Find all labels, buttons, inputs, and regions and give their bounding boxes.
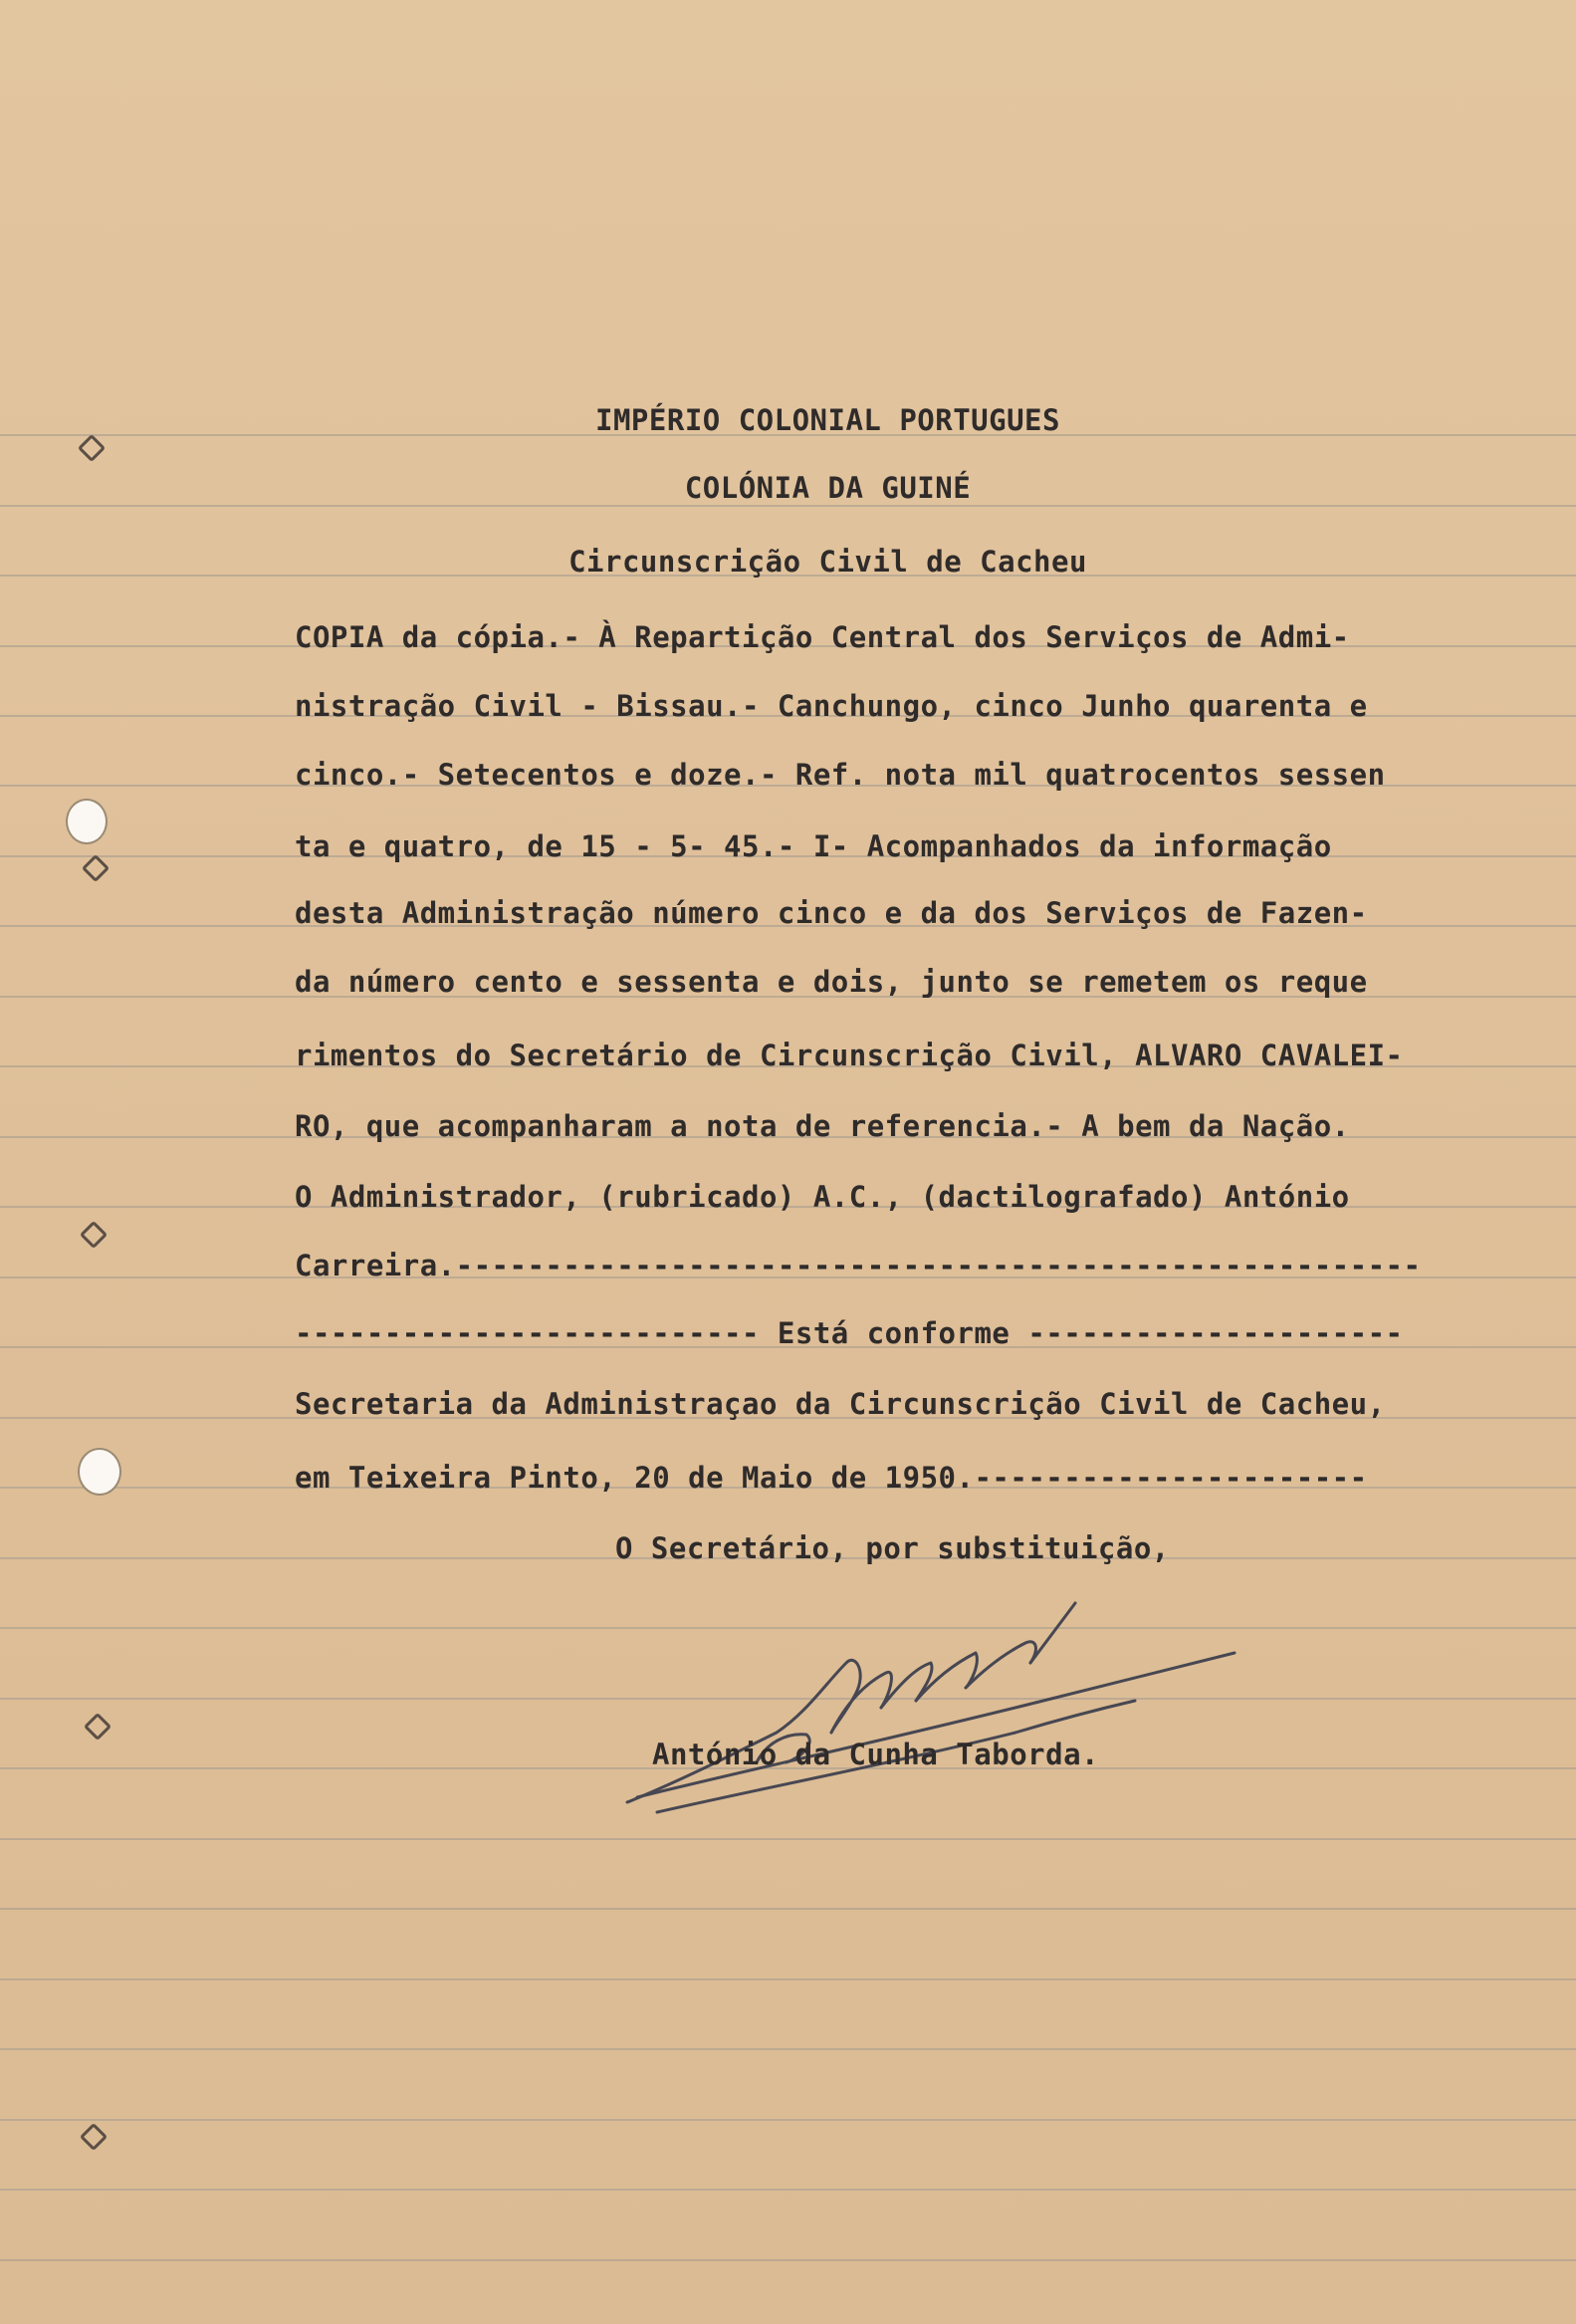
ruled-line [0,2119,1576,2121]
header-colony: COLÓNIA DA GUINÉ [684,471,972,505]
body-line: cinco.- Setecentos e doze.- Ref. nota mil quatrocentos sessen [295,758,1386,792]
body-line: RO, que acompanharam a nota de referencia.- A bem da Nação. [295,1109,1350,1143]
fastener-mark-icon [84,1713,112,1741]
body-line: nistração Civil - Bissau.- Canchungo, cinco Junho quarenta e [295,689,1368,723]
ruled-line [0,2189,1576,2191]
body-line: rimentos do Secretário de Circunscrição Civil, ALVARO CAVALEI- [295,1039,1404,1072]
body-line: -------------------------- Está conforme --------------------- [295,1316,1404,1350]
ruled-line [0,1908,1576,1910]
body-line: COPIA da cópia.- À Repartição Central dos Serviços de Admi- [295,620,1350,654]
ruled-line [0,1978,1576,1980]
signatory-name: António da Cunha Taborda. [652,1738,1099,1771]
handwritten-signature [617,1583,1254,1822]
header-circumscription: Circunscrição Civil de Cacheu [568,545,1087,579]
body-line: O Administrador, (rubricado) A.C., (dactilografado) António [295,1180,1350,1214]
fastener-mark-icon [80,1221,108,1249]
ruled-line [0,1838,1576,1840]
ruled-line [0,505,1576,507]
ruled-line [0,2259,1576,2261]
body-line: ta e quatro, de 15 - 5- 45.- I- Acompanhados da informação [295,829,1332,863]
body-line: Carreira.------------------------------------------------------ [295,1249,1422,1282]
header-empire: IMPÉRIO COLONIAL PORTUGUES [595,403,1060,437]
body-line: em Teixeira Pinto, 20 de Maio de 1950.---------------------- [295,1461,1368,1495]
body-line: Secretaria da Administraçao da Circunscrição Civil de Cacheu, [295,1387,1386,1421]
fastener-mark-icon [80,2123,108,2151]
closing-line: O Secretário, por substituição, [615,1531,1170,1565]
ruled-line [0,2048,1576,2050]
punch-hole [80,1450,119,1494]
body-line: da número cento e sessenta e dois, junto se remetem os reque [295,965,1368,999]
fastener-mark-icon [78,434,106,462]
fastener-mark-icon [82,854,110,882]
body-line: desta Administração número cinco e da dos Serviços de Fazen- [295,896,1368,930]
punch-hole [68,801,106,842]
